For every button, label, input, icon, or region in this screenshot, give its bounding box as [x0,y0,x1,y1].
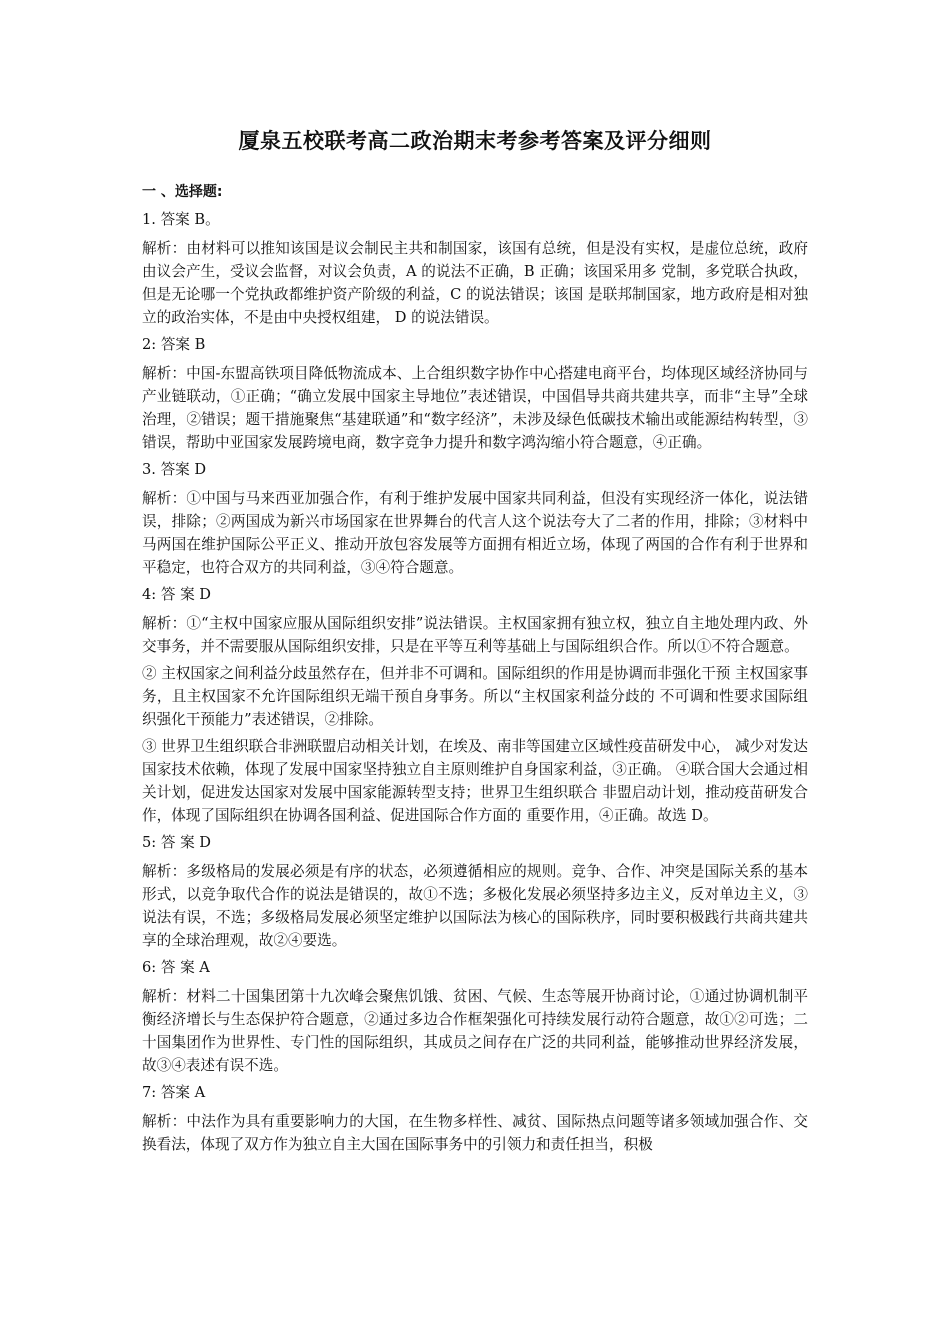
answer-line: 6: 答 案 A [142,959,210,976]
answer-line: 3. 答案 D [142,461,207,478]
explanation-paragraph: 解析：由材料可以推知该国是议会制民主共和制国家，该国有总统，但是没有实权，是虚位总统，政府由议会产生，受议会监督，对议会负责，A 的说法不正确，B 正确；该国采用多 党制，多党联合执政，但是无论哪一个党执政都维护资产阶级的利益，C 的说法错误；该国 是联邦制国家，地方政府是相对独立的政治实体，不是由中央授权组建， D 的说法错误。 [142,240,808,326]
question-block [142,333,808,454]
answer-line: 1. 答案 B。 [142,211,220,228]
explanation-paragraph: ③ 世界卫生组织联合非洲联盟启动相关计划，在埃及、南非等国建立区域性疫苗研发中心， 减少对发达国家技术依赖，体现了发展中国家坚持独立自主原则维护自身国家利益，③正确。 ④联合国大会通过相关计划，促进发达国家对发展中国家能源转型支持；世界卫生组织联合 非盟启动计划，推动疫苗研发合作，体现了国际组织在协调各国利益、促进国际合作方面的 重要作用，④正确。故选 D。 [142,738,809,824]
answer-line: 4: 答 案 D [142,586,212,603]
question-block [142,583,808,827]
question-block [142,956,808,1077]
explanation-paragraph: 解析：①中国与马来西亚加强合作，有利于维护发展中国家共同利益，但没有实现经济一体化，说法错误，排除；②两国成为新兴市场国家在世界舞台的代言人这个说法夸大了二者的作用，排除；③材料中马两国在维护国际公平正义、推动开放包容发展等方面拥有相近立场，体现了两国的合作有利于世界和平稳定，也符合双方的共同利益，③④符合题意。 [142,490,808,576]
question-block [142,831,808,952]
page-title: 厦泉五校联考高二政治期末考参考答案及评分细则 [238,129,712,153]
section-heading: 一 、选择题: [142,184,223,200]
explanation-paragraph: 解析：①“主权中国家应服从国际组织安排”说法错误。主权国家拥有独立权，独立自主地处理内政、外交事务，并不需要服从国际组织安排，只是在平等互利等基础上与国际组织合作。所以①不符合题意。 [142,615,808,655]
answer-line: 7: 答案 A [142,1084,206,1101]
explanation-paragraph: 解析：中法作为具有重要影响力的大国，在生物多样性、减贫、国际热点问题等诸多领域加强合作、交换看法，体现了双方作为独立自主大国在国际事务中的引领力和责任担当，积极 [142,1113,808,1153]
explanation-paragraph: 解析：多级格局的发展必须是有序的状态，必须遵循相应的规则。竞争、合作、冲突是国际关系的基本形式，以竞争取代合作的说法是错误的，故①不选；多极化发展必须坚持多边主义，反对单边主义，③说法有误，不选；多级格局发展必须坚定维护以国际法为核心的国际秩序，同时要积极践行共商共建共享的全球治理观，故②④要选。 [142,863,808,949]
question-block [142,208,808,329]
explanation-paragraph: ② 主权国家之间利益分歧虽然存在，但并非不可调和。国际组织的作用是协调而非强化干预 主权国家事务，且主权国家不允许国际组织无端干预自身事务。所以“主权国家利益分歧的 不可调和性要求国际组织强化干预能力”表述错误，②排除。 [142,665,809,728]
question-block [142,458,808,579]
explanation-paragraph: 解析：材料二十国集团第十九次峰会聚焦饥饿、贫困、气候、生态等展开协商讨论，①通过协调机制平衡经济增长与生态保护符合题意，②通过多边合作框架强化可持续发展行动符合题意，故①②可选；二十国集团作为世界性、专门性的国际组织，其成员之间存在广泛的共同利益，能够推动世界经济发展，故③④表述有误不选。 [142,988,808,1074]
answer-list [142,204,808,1156]
question-block [142,1081,808,1156]
answer-line: 5: 答 案 D [142,834,212,851]
explanation-paragraph: 解析：中国-东盟高铁项目降低物流成本、上合组织数字协作中心搭建电商平台，均体现区域经济协同与产业链联动，①正确；“确立发展中国家主导地位”表述错误，中国倡导共商共建共享，而非“主导”全球治理，②错误；题干措施聚焦“基建联通”和“数字经济”，未涉及绿色低碳技术输出或能源结构转型，③错误，帮助中亚国家发展跨境电商，数字竞争力提升和数字鸿沟缩小符合题意，④正确。 [142,365,808,451]
answer-line: 2: 答案 B [142,336,206,353]
